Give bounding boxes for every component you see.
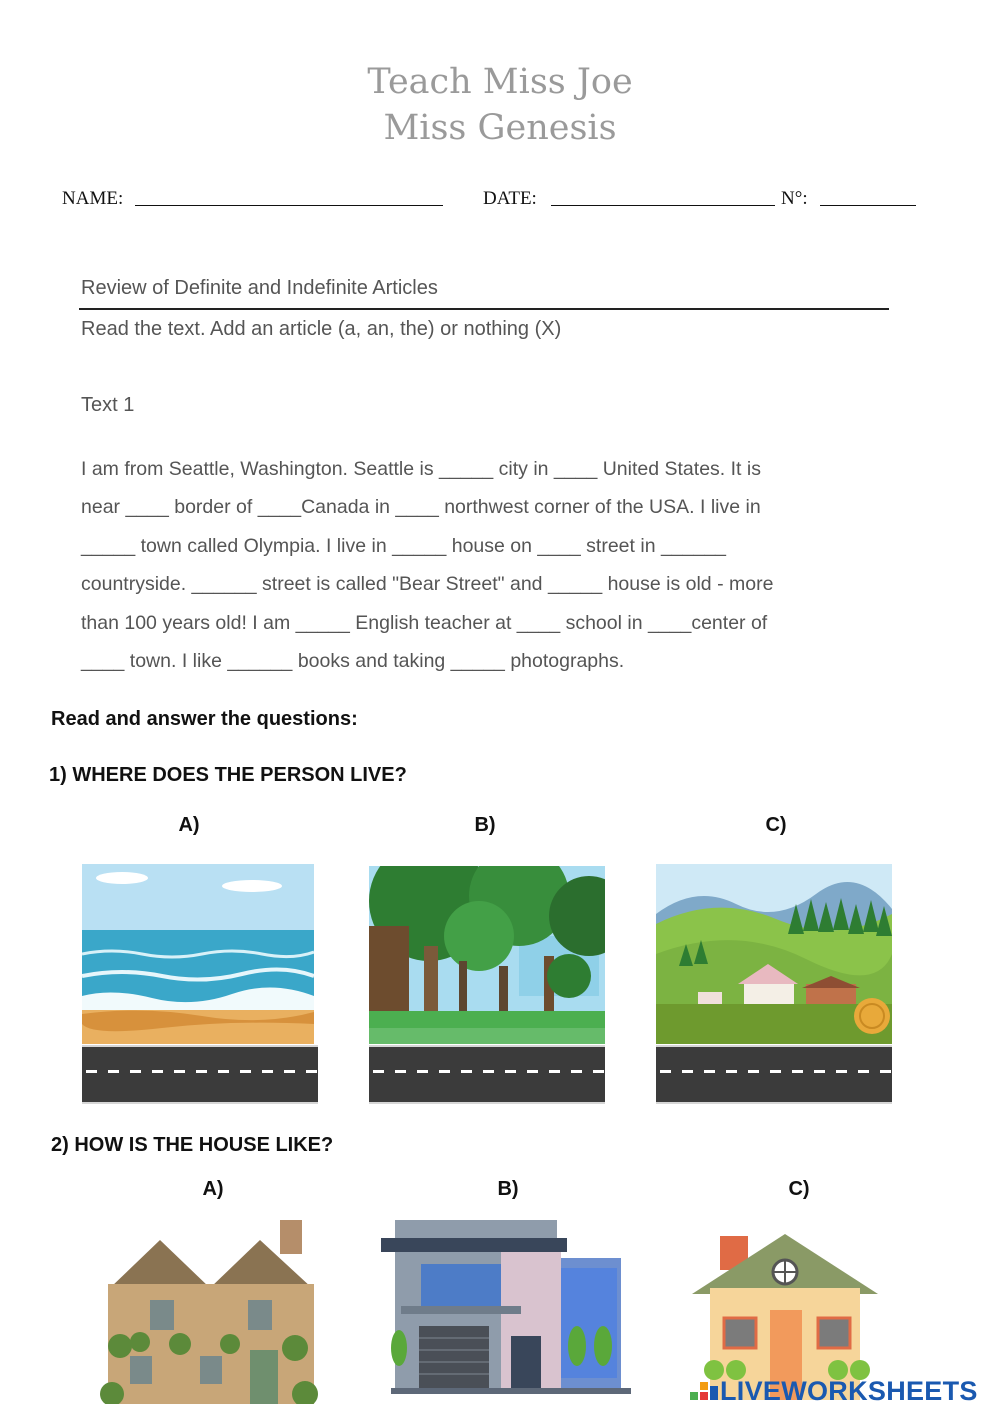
passage-line: countryside. ______ street is called "Bear Street" and _____ house is old - more (81, 573, 774, 596)
title-line-1: Teach Miss Joe (367, 62, 633, 102)
road-answer-c[interactable] (656, 1045, 892, 1104)
q2-option-c-label: C) (788, 1178, 810, 1200)
review-heading: Review of Definite and Indefinite Articles (81, 277, 438, 299)
passage-line: near ____ border of ____Canada in ____ northwest corner of the USA. I live in (81, 496, 761, 519)
date-label: DATE: (483, 188, 537, 209)
passage-line: than 100 years old! I am _____ English teacher at ____ school in ____center of (81, 611, 768, 634)
title-line-2: Miss Genesis (383, 108, 617, 148)
number-label: N°: (781, 188, 808, 209)
forest-image (369, 866, 605, 1044)
road-answer-a[interactable] (82, 1045, 318, 1104)
q1-option-a-label: A) (178, 814, 200, 836)
q2-option-b-label: B) (497, 1178, 519, 1200)
liveworksheets-logo-icon (690, 1378, 722, 1406)
countryside-image (656, 864, 892, 1044)
text1-label: Text 1 (81, 394, 135, 416)
passage-line: _____ town called Olympia. I live in _____ house on ____ street in ______ (81, 534, 727, 557)
old-house-image (100, 1218, 320, 1404)
q1-option-c-label: C) (765, 814, 787, 836)
passage-line: ____ town. I like ______ books and taking _____ photographs. (81, 649, 625, 672)
number-field[interactable] (820, 205, 916, 206)
beach-image (82, 864, 314, 1044)
small-house-image (690, 1230, 880, 1400)
review-instruction: Read the text. Add an article (a, an, the) or nothing (X) (81, 318, 562, 340)
date-field[interactable] (551, 205, 775, 206)
watermark-text: LIVEWORKSHEETS (720, 1376, 978, 1406)
q1-option-b-label: B) (474, 814, 496, 836)
question-1: 1) WHERE DOES THE PERSON LIVE? (49, 764, 407, 786)
q2-option-a-label: A) (202, 1178, 224, 1200)
passage-line: I am from Seattle, Washington. Seattle is _____ city in ____ United States. It is (81, 458, 761, 480)
text1-passage (81, 455, 881, 685)
road-answer-b[interactable] (369, 1045, 605, 1104)
name-label: NAME: (62, 188, 124, 209)
question-2: 2) HOW IS THE HOUSE LIKE? (51, 1134, 334, 1156)
heading-divider (79, 308, 889, 310)
liveworksheets-watermark (690, 1376, 990, 1406)
modern-house-image (381, 1218, 631, 1396)
name-field[interactable] (135, 205, 443, 206)
questions-intro: Read and answer the questions: (51, 708, 358, 730)
